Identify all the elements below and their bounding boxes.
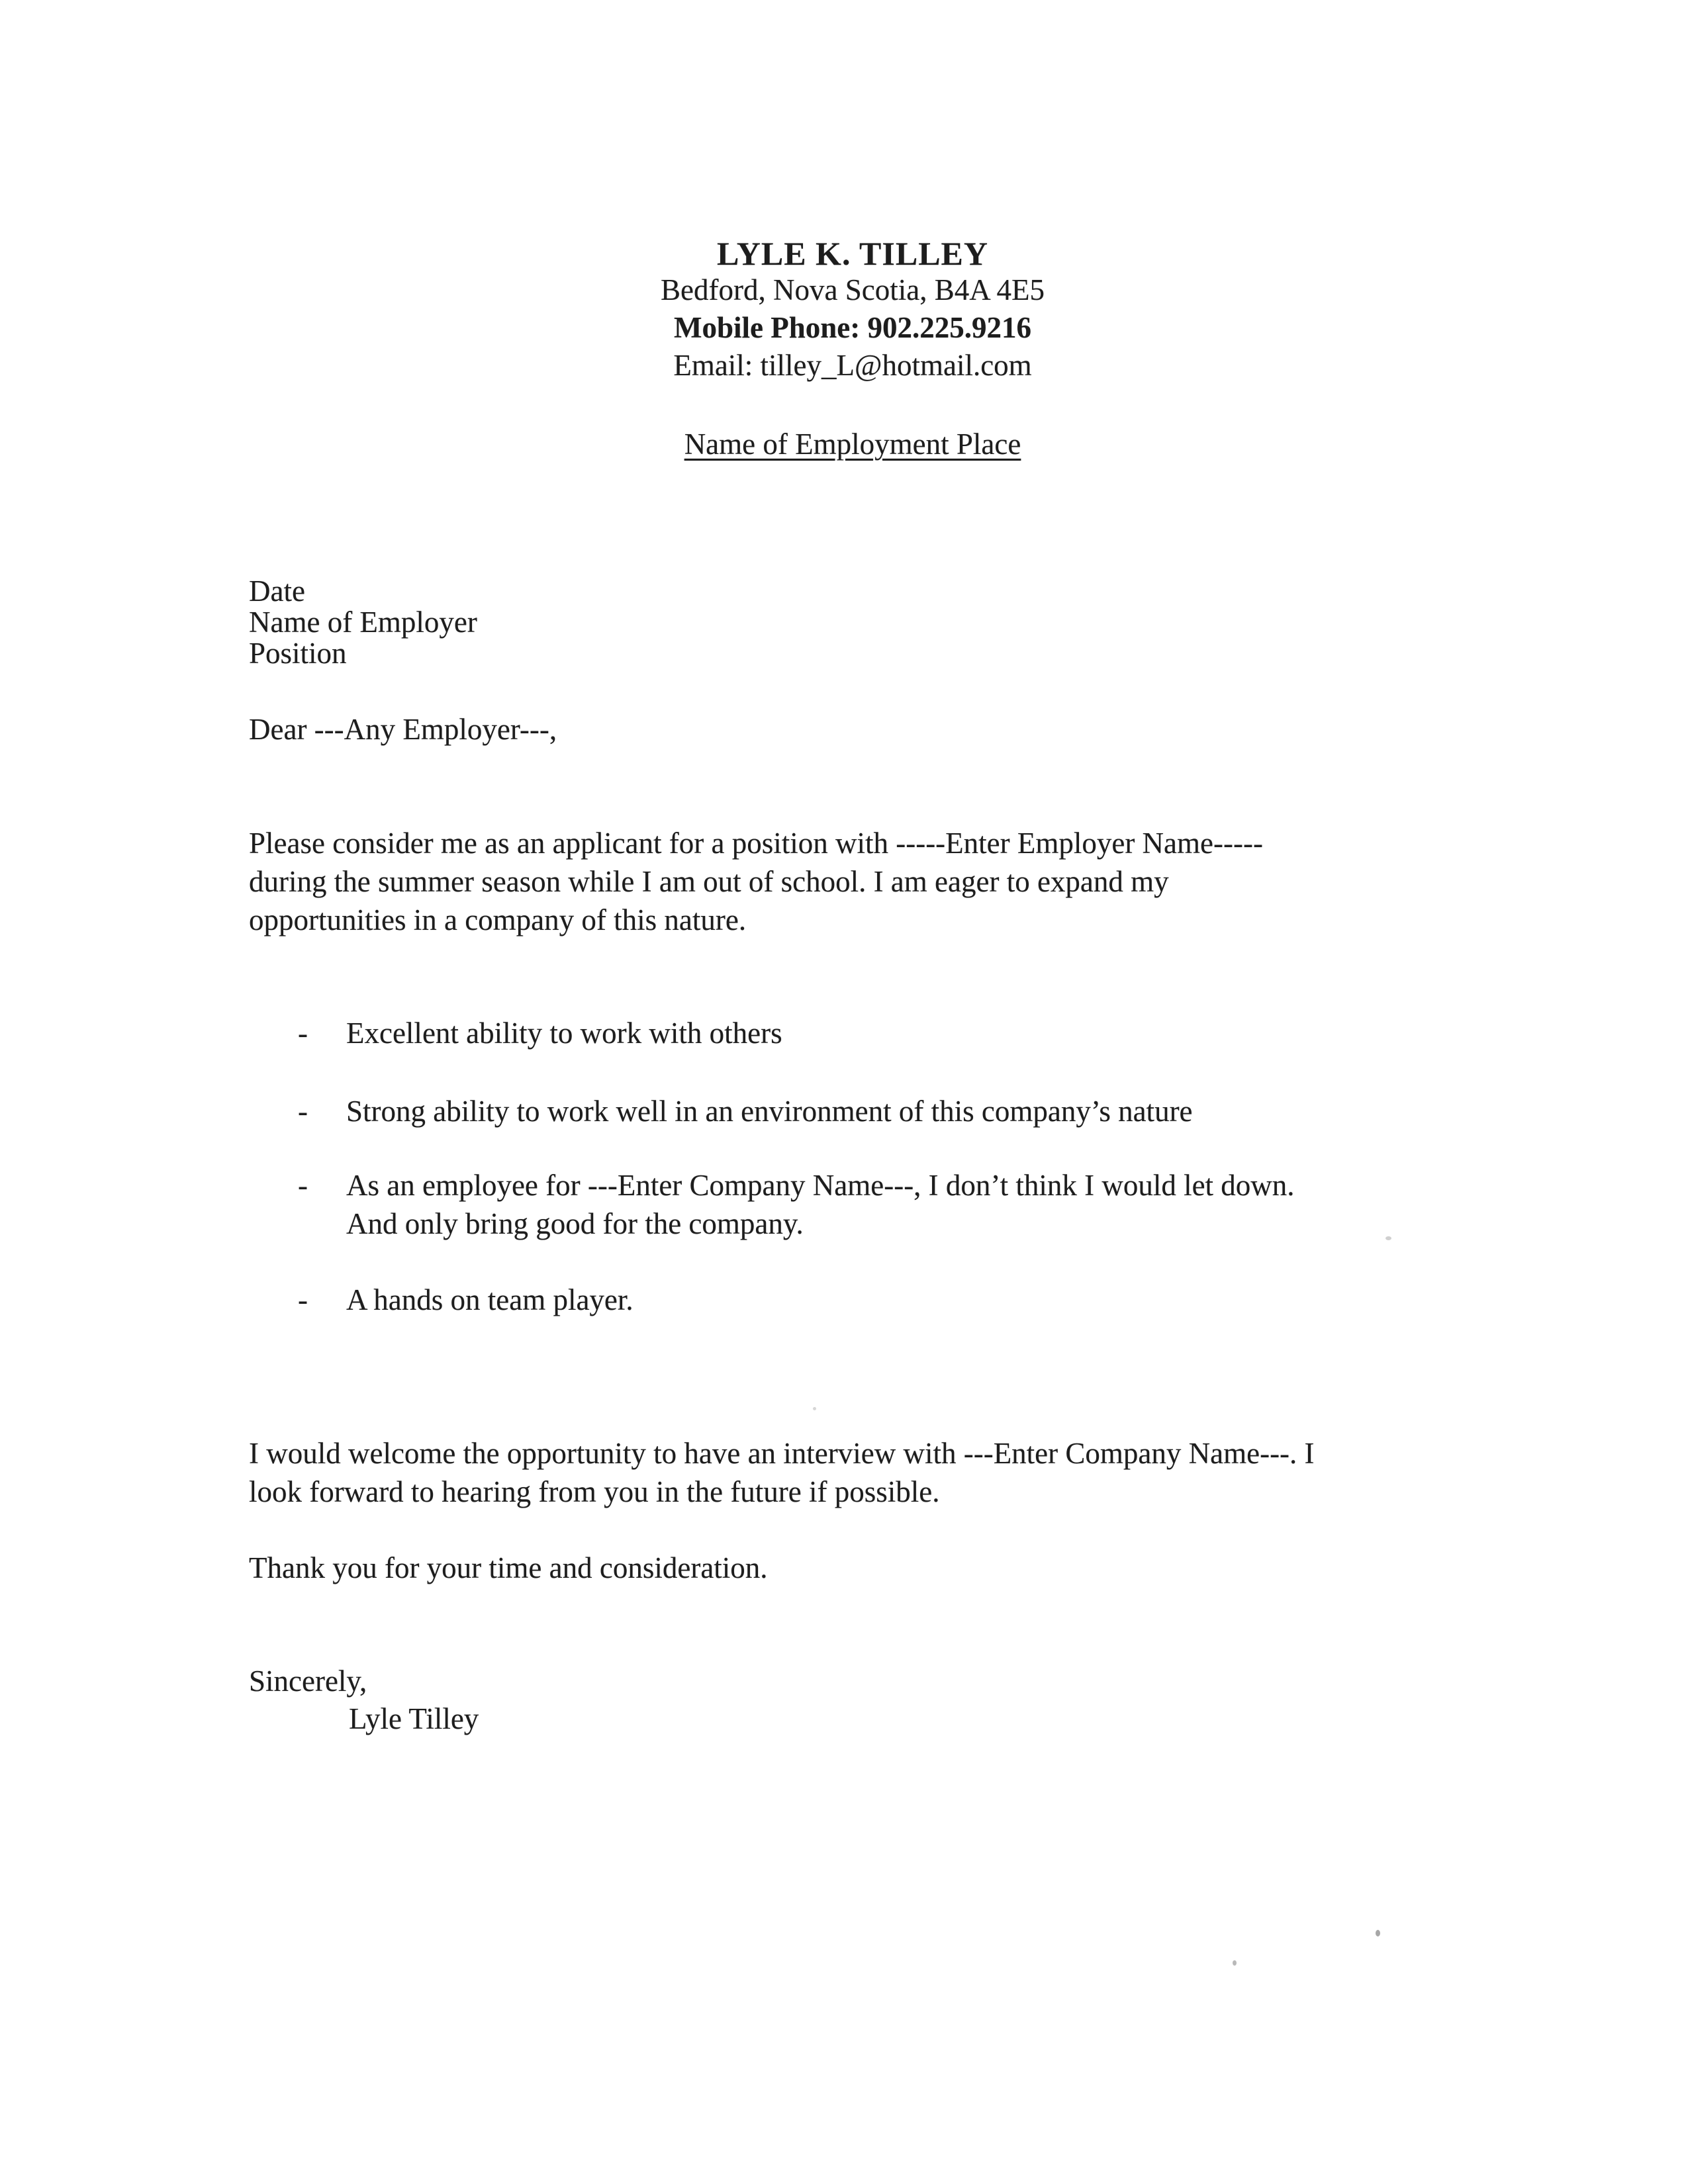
closing-valediction: Sincerely,: [249, 1664, 367, 1698]
scan-speck: [1233, 1960, 1237, 1966]
scan-speck: [1376, 1930, 1380, 1936]
paragraph-line: opportunities in a company of this nature.: [249, 903, 747, 936]
bullet-marker: -: [298, 1169, 308, 1202]
letterhead-address: Bedford, Nova Scotia, B4A 4E5: [661, 273, 1045, 306]
bullet-item: [249, 1092, 1193, 1130]
salutation: Dear ---Any Employer---,: [249, 713, 557, 746]
employment-place-line: Name of Employment Place: [684, 428, 1021, 461]
bullet-marker: -: [298, 1283, 308, 1316]
paragraph-line: Thank you for your time and consideration.: [249, 1551, 768, 1584]
bullet-text: Excellent ability to work with others: [346, 1017, 782, 1050]
letterhead-phone: Mobile Phone: 902.225.9216: [674, 311, 1031, 344]
closing-signature: Lyle Tilley: [349, 1702, 479, 1735]
intro-paragraph: [249, 824, 1263, 939]
thanks-paragraph: [249, 1549, 768, 1587]
letterhead: [17, 236, 1688, 463]
bullet-text: Strong ability to work well in an environment of this company’s nature: [346, 1095, 1193, 1128]
scan-speck: [813, 1407, 816, 1410]
paragraph-line: I would welcome the opportunity to have an interview with ---Enter Company Name---. I: [249, 1437, 1315, 1470]
recipient-employer-line: Name of Employer: [249, 606, 477, 639]
recipient-position-line: Position: [249, 637, 347, 670]
recipient-block: [249, 576, 477, 669]
bullet-marker: -: [298, 1095, 308, 1128]
recipient-date-line: Date: [249, 574, 305, 608]
paragraph-line: Please consider me as an applicant for a position with -----Enter Employer Name-----: [249, 827, 1263, 860]
letterhead-email: Email: tilley_L@hotmail.com: [673, 349, 1032, 382]
bullet-item: [249, 1014, 782, 1052]
bullet-item: [249, 1281, 633, 1319]
bullet-item: [249, 1166, 1295, 1243]
bullet-text: As an employee for ---Enter Company Name---, I don’t think I would let down. And only bring good for the company.: [346, 1169, 1295, 1240]
paragraph-line: look forward to hearing from you in the future if possible.: [249, 1475, 940, 1508]
letterhead-name: LYLE K. TILLEY: [716, 235, 989, 272]
scan-speck: [1385, 1236, 1391, 1240]
bullet-text: A hands on team player.: [346, 1283, 633, 1316]
bullet-marker: -: [298, 1017, 308, 1050]
closing-block: [249, 1662, 479, 1738]
paragraph-line: during the summer season while I am out of school. I am eager to expand my: [249, 865, 1169, 898]
interview-paragraph: [249, 1434, 1315, 1511]
